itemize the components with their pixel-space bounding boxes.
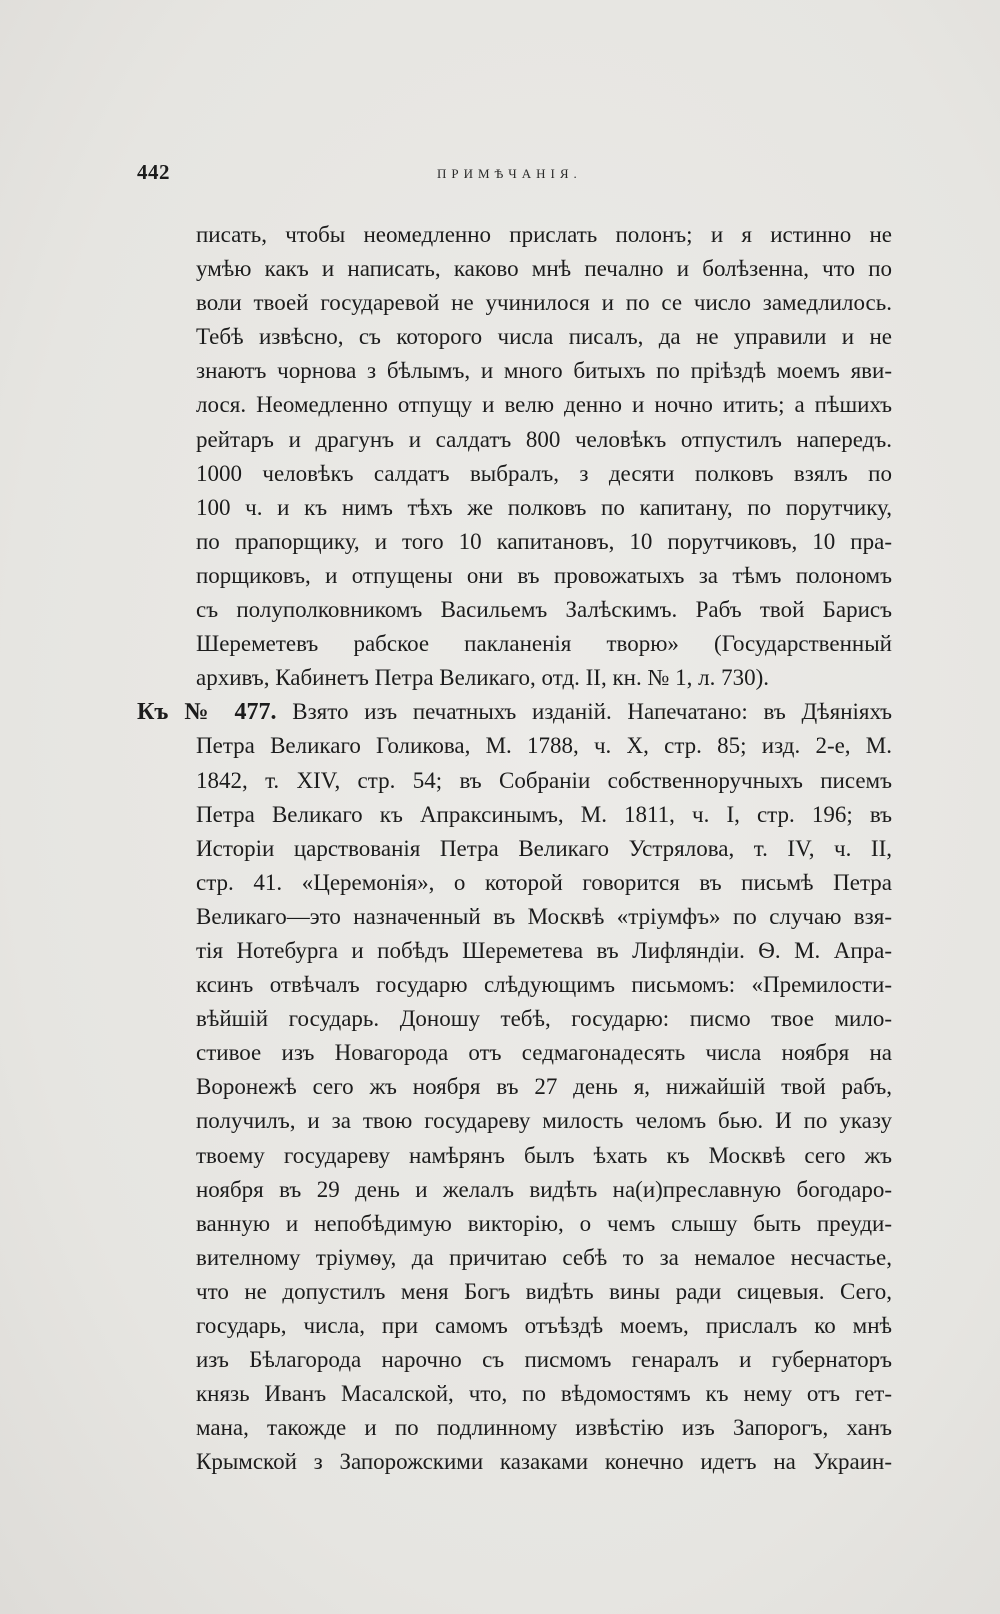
paragraph-continued-letter [196,218,892,695]
text-line: Тебѣ извѣсно, съ которого числа писалъ, да не управили и не [196,324,892,350]
body-text [137,218,892,1479]
text-line: князь Иванъ Масалской, что, по вѣдомостямъ къ нему отъ гет- [196,1381,892,1407]
text-line-rest: Взято изъ печатныхъ изданій. Напечатано: въ Дѣяніяхъ [292,699,892,725]
text-line: 100 ч. и къ нимъ тѣхъ же полковъ по капитану, по порутчику, [196,494,892,520]
text-line: государь, числа, при самомъ отъѣздѣ моемъ, прислалъ ко мнѣ [196,1313,892,1338]
text-line: стивое изъ Новагорода отъ седмагонадесять числа ноября на [196,1040,892,1066]
text-line: Шереметевъ рабское пакланенія творю» (Государственный [196,631,892,657]
text-line: 1000 человѣкъ салдатъ выбралъ, з десяти полковъ взялъ по [196,460,892,486]
running-head: ПРИМѢЧАНІЯ. [437,166,582,181]
text-line: стр. 41. «Церемонія», о которой говорится въ письмѣ Петра [196,869,892,895]
text-line: Петра Великаго къ Апраксинымъ, М. 1811, ч. I, стр. 196; въ [196,801,892,827]
text-line: воли твоей государевой не учинилося и по се число замедлилось. [196,290,892,316]
text-line: Великаго—это назначенный въ Москвѣ «тріумфъ» по случаю взя- [196,903,892,929]
note-reference-label: Къ № 477. [137,699,277,726]
text-line: рейтаръ и драгунъ и салдатъ 800 человѣкъ отпустилъ напередъ. [196,426,892,452]
note-477-first-line [137,695,892,729]
text-line: 1842, т. XIV, стр. 54; въ Собраніи собственноручныхъ писемъ [196,767,892,793]
text-line: по прапорщику, и того 10 капитановъ, 10 порутчиковъ, 10 пра- [196,528,892,554]
text-line: мана, такожде и по подлинному извѣстію изъ Запорогъ, ханъ [196,1415,892,1441]
text-line: Петра Великаго Голикова, М. 1788, ч. X, стр. 85; изд. 2-е, М. [196,733,892,759]
text-line: что не допустилъ меня Богъ видѣть вины ради сицевыя. Сего, [196,1278,892,1304]
page-number: 442 [137,160,170,184]
text-line: ванную и непобѣдимую викторію, о чемъ слышу быть преуди- [196,1210,892,1236]
text-line: знаютъ чорнова з бѣлымъ, и много битыхъ по пріѣздѣ моемъ яви- [196,358,892,384]
text-line: вителному тріумѳу, да причитаю себѣ то за немалое несчастье, [196,1244,892,1270]
text-line: лося. Неомедленно отпущу и велю денно и ночно итить; а пѣшихъ [196,392,892,418]
text-line: Воронежѣ сего жъ ноября въ 27 день я, нижайшій твой рабъ, [196,1074,892,1100]
text-line: Крымской з Запорожскими казаками конечно идетъ на Украин- [196,1449,892,1475]
text-line: архивъ, Кабинетъ Петра Великаго, отд. II, кн. № 1, л. 730). [196,665,770,691]
text-line: изъ Бѣлагорода нарочно съ писмомъ генаралъ и губернаторъ [196,1347,892,1373]
text-line: съ полуполковникомъ Васильемъ Залѣскимъ. Рабъ твой Барисъ [196,597,892,623]
note-477-paragraph [137,695,892,1479]
text-line: порщиковъ, и отпущены они въ провожатыхъ за тѣмъ полономъ [196,562,892,588]
text-line: писать, чтобы неомедленно прислать полонъ; и я истинно не [196,222,892,247]
text-line: ксинъ отвѣчалъ государю слѣдующимъ письмомъ: «Премилости- [196,972,892,998]
text-line: твоему государеву намѣрянъ былъ ѣхать къ Москвѣ сего жъ [196,1142,892,1168]
text-line: умѣю какъ и написать, каково мнѣ печално и болѣзенна, что по [196,256,892,282]
text-line: вѣйшій государь. Доношу тебѣ, государю: писмо твое мило- [196,1006,892,1032]
text-line: получилъ, и за твою государеву милость челомъ бью. И по указу [196,1108,892,1134]
text-line: ноября въ 29 день и желалъ видѣть на(и)преславную богодаро- [196,1176,892,1202]
text-line: Исторіи царствованія Петра Великаго Устрялова, т. IV, ч. II, [196,835,892,861]
text-line: тія Нотебурга и побѣдъ Шереметева въ Лифляндіи. Ѳ. М. Апра- [196,937,892,963]
